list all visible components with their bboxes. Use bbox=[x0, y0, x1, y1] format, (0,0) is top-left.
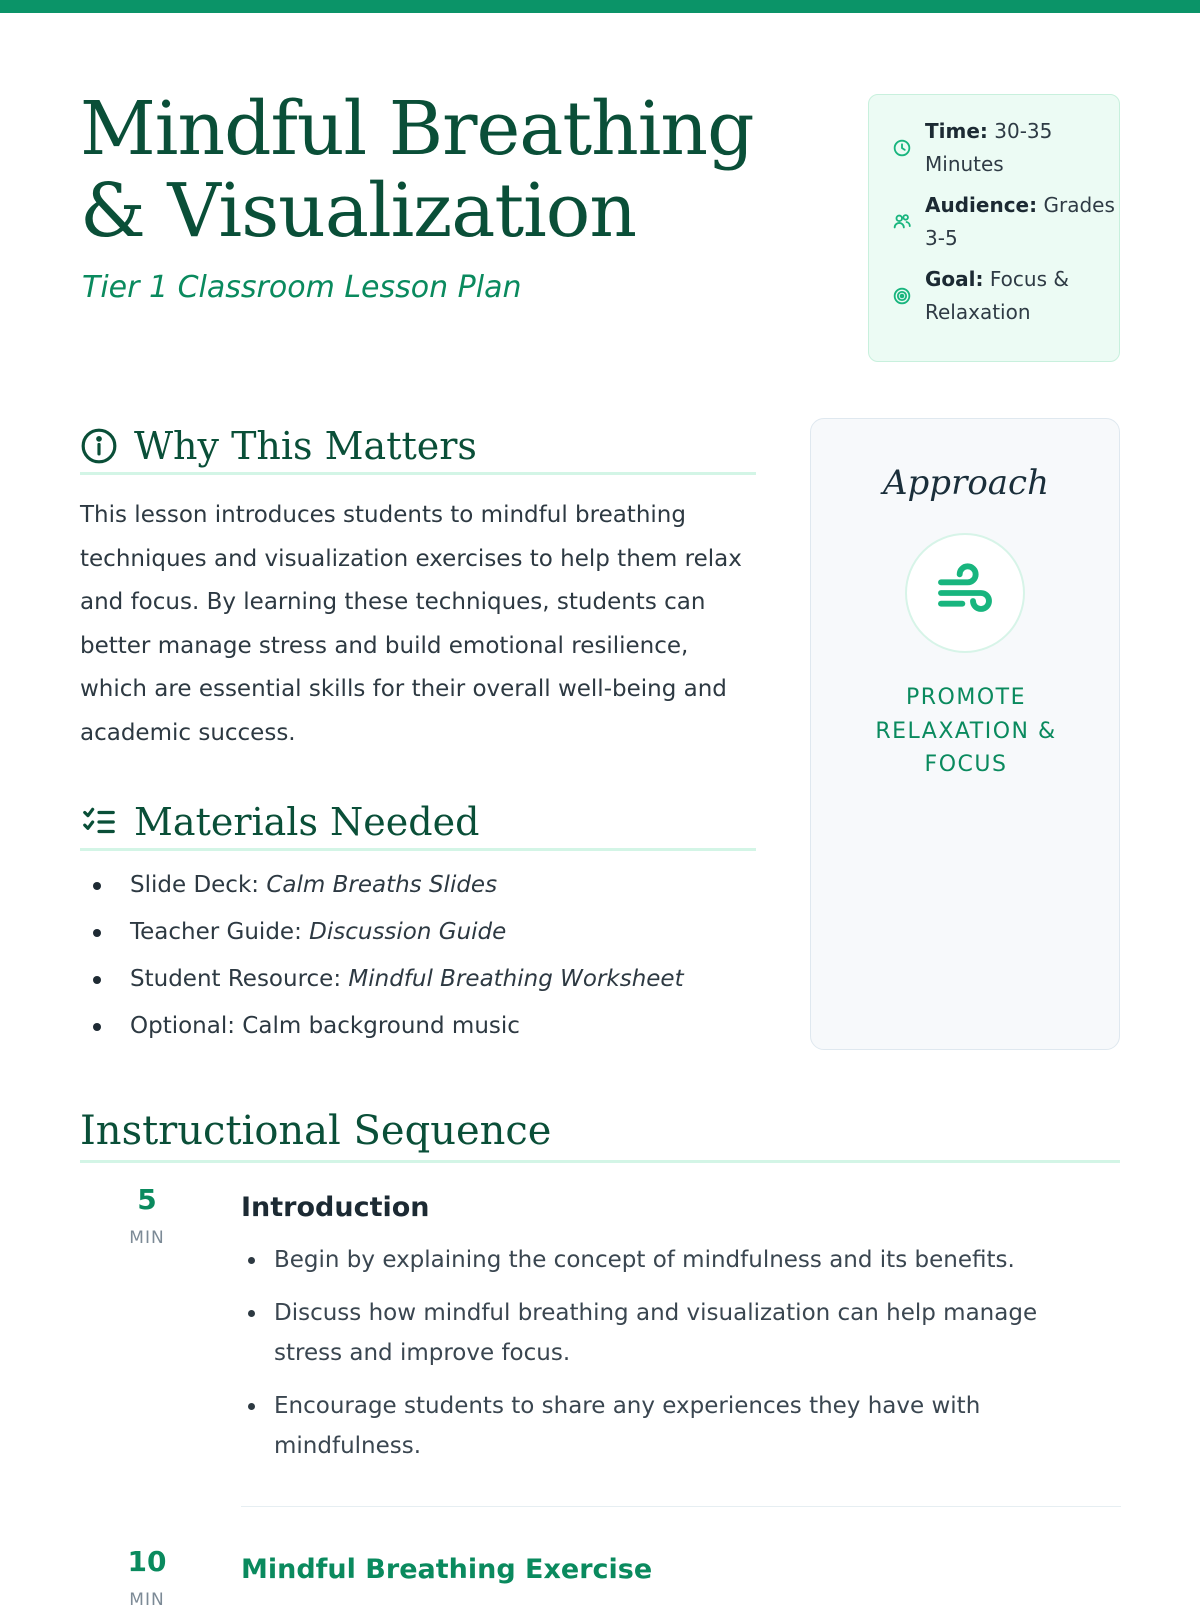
materials-heading bbox=[80, 796, 756, 851]
meta-goal bbox=[891, 263, 1115, 329]
meta-goal-label: Goal: bbox=[925, 267, 984, 291]
step-minutes: 5 bbox=[137, 1183, 157, 1216]
sequence-heading bbox=[80, 1108, 1120, 1163]
meta-audience bbox=[891, 189, 1115, 255]
info-icon bbox=[80, 427, 118, 465]
checklist-icon bbox=[80, 803, 118, 841]
meta-goal-value: Focus & Relaxation bbox=[925, 267, 1069, 324]
step-minutes: 10 bbox=[127, 1545, 167, 1578]
list-item: Optional: Calm background music bbox=[80, 1011, 760, 1058]
meta-audience-value: Grades 3-5 bbox=[925, 193, 1115, 250]
step-divider bbox=[241, 1506, 1121, 1507]
users-icon bbox=[891, 211, 913, 233]
approach-label: PROMOTE RELAXATION & FOCUS bbox=[875, 685, 1057, 777]
meta-time-label: Time: bbox=[925, 119, 988, 143]
step-bullets bbox=[241, 1240, 1081, 1479]
list-item: Teacher Guide: Discussion Guide bbox=[80, 917, 760, 964]
page-subtitle: Tier 1 Classroom Lesson Plan bbox=[82, 270, 522, 305]
step-title: Introduction bbox=[241, 1192, 430, 1223]
clock-icon bbox=[891, 137, 913, 159]
approach-icon-circle bbox=[905, 533, 1025, 653]
step-unit: MIN bbox=[129, 1228, 165, 1248]
approach-card bbox=[810, 418, 1120, 1050]
step-title: Mindful Breathing Exercise bbox=[241, 1554, 653, 1585]
sequence-heading-text: Instructional Sequence bbox=[80, 1108, 552, 1154]
list-item: Encourage students to share any experiences they have with mindfulness. bbox=[241, 1386, 1081, 1466]
meta-audience-label: Audience: bbox=[925, 193, 1038, 217]
target-icon bbox=[891, 285, 913, 307]
top-accent-bar bbox=[0, 0, 1200, 13]
approach-title: Approach bbox=[882, 463, 1049, 503]
lesson-meta-card bbox=[868, 94, 1120, 362]
meta-time bbox=[891, 115, 1115, 181]
step-unit: MIN bbox=[129, 1590, 165, 1610]
meta-time-value: 30-35 Minutes bbox=[925, 119, 1053, 176]
list-item: Student Resource: Mindful Breathing Worksheet bbox=[80, 964, 760, 1011]
why-paragraph: This lesson introduces students to mindful breathing techniques and visualization exercises to help them relax and focus. By learning these techniques, students can better manage stress and build emotional resilience, which are essential skills for their overall well-being and academic success. bbox=[80, 502, 742, 746]
list-item: Discuss how mindful breathing and visualization can help manage stress and improve focus. bbox=[241, 1293, 1081, 1373]
wind-icon bbox=[933, 561, 997, 625]
page-title: Mindful Breathing & Visualization bbox=[80, 86, 754, 254]
list-item: Begin by explaining the concept of mindfulness and its benefits. bbox=[241, 1240, 1081, 1280]
materials-list bbox=[80, 870, 760, 1058]
materials-heading-text: Materials Needed bbox=[134, 800, 480, 844]
why-heading-text: Why This Matters bbox=[134, 424, 477, 468]
list-item: Slide Deck: Calm Breaths Slides bbox=[80, 870, 760, 917]
why-heading bbox=[80, 420, 756, 475]
